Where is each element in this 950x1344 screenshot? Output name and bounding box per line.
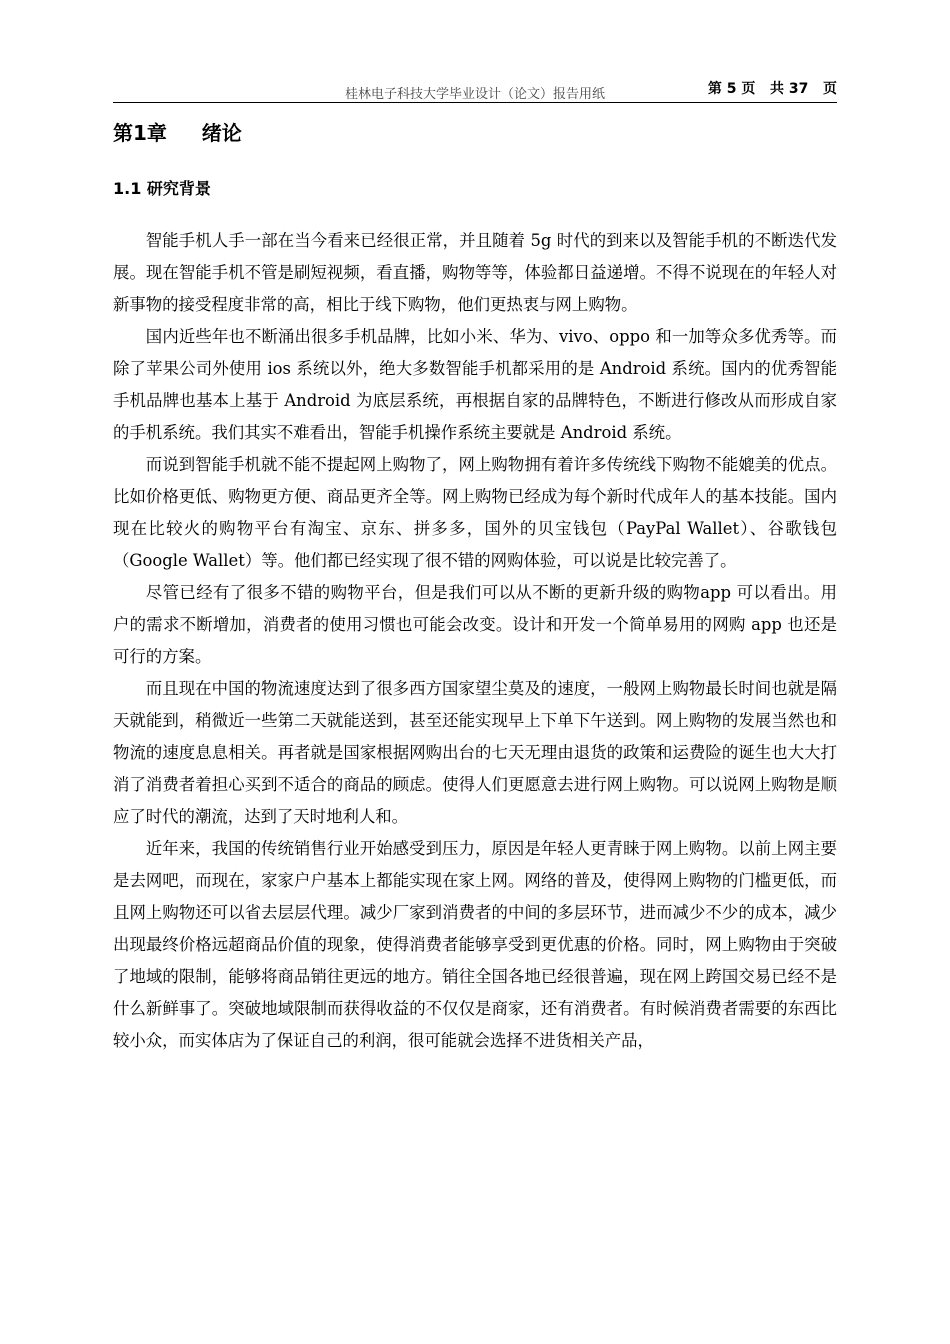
body-text xyxy=(113,225,837,1057)
paragraph: 国内近些年也不断涌出很多手机品牌，比如小米、华为、vivo、oppo 和一加等众多优秀等。而除了苹果公司外使用 ios 系统以外，绝大多数智能手机都采用的是 Android 系统。国内的优秀智能手机品牌也基本上基于 Android 为底层系统，再根据自家的品牌特色，不断进行修改从而形成自家的手机系统。我们其实不难看出，智能手机操作系统主要就是 Android 系统。 xyxy=(113,327,837,442)
paragraph: 尽管已经有了很多不错的购物平台，但是我们可以从不断的更新升级的购物app 可以看出。用户的需求不断增加，消费者的使用习惯也可能会改变。设计和开发一个简单易用的网购 app 也还是可行的方案。 xyxy=(113,583,837,666)
section-title: 1.1 研究背景 xyxy=(113,179,211,198)
chapter-title: 第1章 绪论 xyxy=(113,121,242,145)
page-number-info: 第 5 页 共 37 页 xyxy=(707,81,837,97)
page-header xyxy=(113,78,837,103)
paragraph: 而且现在中国的物流速度达到了很多西方国家望尘莫及的速度，一般网上购物最长时间也就是隔天就能到，稍微近一些第二天就能送到，甚至还能实现早上下单下午送到。网上购物的发展当然也和物流的速度息息相关。再者就是国家根据网购出台的七天无理由退货的政策和运费险的诞生也大大打消了消费者着担心买到不适合的商品的顾虑。使得人们更愿意去进行网上购物。可以说网上购物是顺应了时代的潮流，达到了天时地利人和。 xyxy=(113,679,837,826)
paragraph: 近年来，我国的传统销售行业开始感受到压力，原因是年轻人更青睐于网上购物。以前上网主要是去网吧，而现在，家家户户基本上都能实现在家上网。网络的普及，使得网上购物的门槛更低，而且网上购物还可以省去层层代理。减少厂家到消费者的中间的多层环节，进而减少不少的成本，减少出现最终价格远超商品价值的现象，使得消费者能够享受到更优惠的价格。同时，网上购物由于突破了地域的限制，能够将商品销往更远的地方。销往全国各地已经很普遍，现在网上跨国交易已经不是什么新鲜事了。突破地域限制而获得收益的不仅仅是商家，还有消费者。有时候消费者需要的东西比较小众，而实体店为了保证自己的利润，很可能就会选择不进货相关产品， xyxy=(113,839,837,1050)
header-title: 桂林电子科技大学毕业设计（论文）报告用纸 xyxy=(344,87,605,102)
paragraph: 而说到智能手机就不能不提起网上购物了，网上购物拥有着许多传统线下购物不能媲美的优点。比如价格更低、购物更方便、商品更齐全等。网上购物已经成为每个新时代成年人的基本技能。国内现在比较火的购物平台有淘宝、京东、拼多多，国外的贝宝钱包（PayPal Wallet）、谷歌钱包（Google Wallet）等。他们都已经实现了很不错的网购体验，可以说是比较完善了。 xyxy=(113,455,837,570)
paragraph: 智能手机人手一部在当今看来已经很正常，并且随着 5g 时代的到来以及智能手机的不断迭代发展。现在智能手机不管是刷短视频，看直播，购物等等，体验都日益递增。不得不说现在的年轻人对新事物的接受程度非常的高，相比于线下购物，他们更热衷与网上购物。 xyxy=(113,231,837,314)
